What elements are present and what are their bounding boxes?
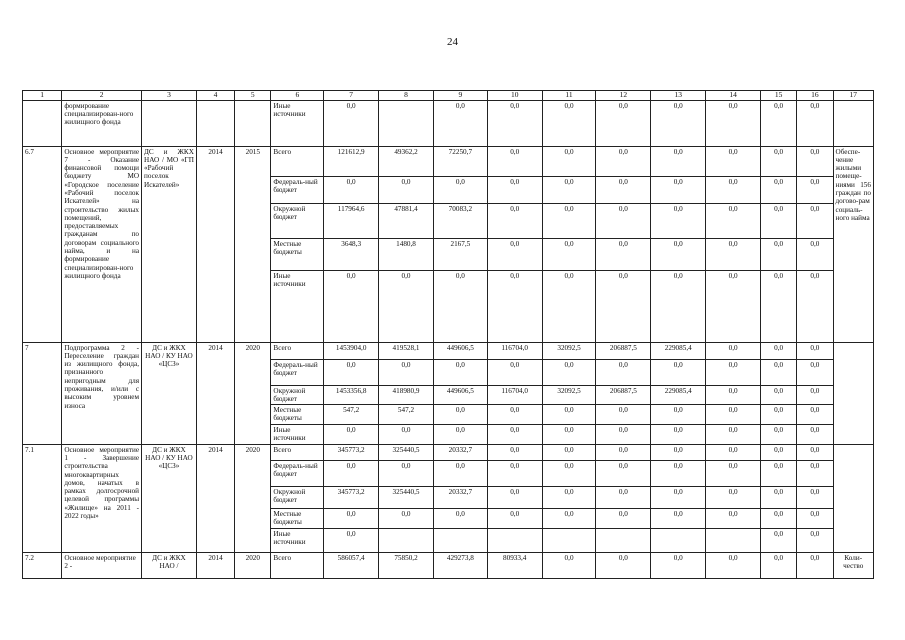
table-cell: 75850,2 bbox=[379, 552, 434, 578]
table-cell: 0,0 bbox=[761, 238, 797, 270]
table-cell bbox=[706, 528, 761, 552]
table-cell: 229085,4 bbox=[651, 385, 706, 405]
table-row bbox=[23, 552, 874, 578]
table-cell: 0,0 bbox=[542, 238, 596, 270]
table-cell: 0,0 bbox=[761, 146, 797, 176]
table-cell: 20332,7 bbox=[433, 444, 487, 460]
table-cell: 2014 bbox=[196, 342, 234, 444]
table-cell: 0,0 bbox=[433, 359, 487, 385]
table-cell: 0,0 bbox=[487, 359, 542, 385]
table-cell: 0,0 bbox=[433, 100, 487, 146]
table-cell: 2020 bbox=[235, 552, 271, 578]
table-cell: 117964,6 bbox=[324, 203, 379, 238]
table-cell: 0,0 bbox=[542, 270, 596, 342]
column-number-9: 9 bbox=[433, 91, 487, 101]
table-cell: 0,0 bbox=[797, 270, 833, 342]
table-cell: 0,0 bbox=[706, 405, 761, 425]
table-cell: Иные источники bbox=[271, 100, 324, 146]
table-cell: 0,0 bbox=[706, 385, 761, 405]
table-cell bbox=[651, 528, 706, 552]
column-number-3: 3 bbox=[142, 91, 197, 101]
table-cell: 0,0 bbox=[487, 146, 542, 176]
table-cell: 0,0 bbox=[379, 359, 434, 385]
table-cell: 0,0 bbox=[651, 405, 706, 425]
table-cell: 0,0 bbox=[761, 385, 797, 405]
table-cell: 0,0 bbox=[433, 508, 487, 528]
table-cell: 0,0 bbox=[379, 176, 434, 203]
table-cell: 7 bbox=[23, 342, 62, 444]
table-cell: 2014 bbox=[196, 444, 234, 552]
table-cell bbox=[379, 528, 434, 552]
table-cell: 547,2 bbox=[379, 405, 434, 425]
table-cell: 0,0 bbox=[542, 444, 596, 460]
table-cell bbox=[379, 100, 434, 146]
table-cell: 0,0 bbox=[596, 486, 651, 508]
table-cell: 0,0 bbox=[379, 508, 434, 528]
table-cell: ДС и ЖКХ НАО / КУ НАО «ЦСЗ» bbox=[142, 444, 197, 552]
table-cell: 0,0 bbox=[596, 359, 651, 385]
table-cell: 0,0 bbox=[487, 460, 542, 486]
table-cell: 0,0 bbox=[324, 100, 379, 146]
table-cell: Основное мероприятие 2 - bbox=[62, 552, 142, 578]
table-cell: 0,0 bbox=[596, 460, 651, 486]
table-cell: 0,0 bbox=[761, 342, 797, 359]
table-cell: ДС и ЖКХ НАО / МО «ГП «Рабочий поселок Искателей» bbox=[142, 146, 197, 342]
table-cell: Иные источники bbox=[271, 425, 324, 445]
table-cell: 0,0 bbox=[797, 146, 833, 176]
table-cell: 547,2 bbox=[324, 405, 379, 425]
table-cell bbox=[433, 528, 487, 552]
table-cell: 0,0 bbox=[651, 176, 706, 203]
table-cell: 0,0 bbox=[487, 486, 542, 508]
table-cell bbox=[23, 100, 62, 146]
table-cell: 0,0 bbox=[433, 405, 487, 425]
table-cell: 70083,2 bbox=[433, 203, 487, 238]
table-cell: 0,0 bbox=[797, 552, 833, 578]
column-number-7: 7 bbox=[324, 91, 379, 101]
table-cell: 0,0 bbox=[487, 508, 542, 528]
table-cell: 0,0 bbox=[487, 176, 542, 203]
table-cell: 0,0 bbox=[706, 238, 761, 270]
column-number-10: 10 bbox=[487, 91, 542, 101]
table-cell: 0,0 bbox=[651, 203, 706, 238]
table-cell: 0,0 bbox=[596, 100, 651, 146]
column-number-15: 15 bbox=[761, 91, 797, 101]
table-cell: 2014 bbox=[196, 552, 234, 578]
table-cell: 80933,4 bbox=[487, 552, 542, 578]
table-cell: Иные источники bbox=[271, 270, 324, 342]
table-cell: 0,0 bbox=[596, 146, 651, 176]
table-cell: 0,0 bbox=[797, 486, 833, 508]
table-cell: 0,0 bbox=[542, 146, 596, 176]
table-cell: 449606,5 bbox=[433, 385, 487, 405]
table-cell: 0,0 bbox=[706, 552, 761, 578]
table-cell: Окружной бюджет bbox=[271, 385, 324, 405]
column-number-12: 12 bbox=[596, 91, 651, 101]
table-cell: 0,0 bbox=[651, 100, 706, 146]
column-number-5: 5 bbox=[235, 91, 271, 101]
table-row bbox=[23, 100, 874, 146]
table-cell: 0,0 bbox=[797, 385, 833, 405]
table-cell: ДС и ЖКХ НАО / bbox=[142, 552, 197, 578]
table-cell: 0,0 bbox=[433, 176, 487, 203]
table-cell: 0,0 bbox=[706, 508, 761, 528]
table-cell: Всего bbox=[271, 146, 324, 176]
table-cell: 0,0 bbox=[651, 444, 706, 460]
table-cell: 47881,4 bbox=[379, 203, 434, 238]
column-number-13: 13 bbox=[651, 91, 706, 101]
table-cell: 1453904,0 bbox=[324, 342, 379, 359]
table-cell: 0,0 bbox=[487, 100, 542, 146]
table-cell: 7.1 bbox=[23, 444, 62, 552]
table-cell: 0,0 bbox=[761, 460, 797, 486]
table-cell: 0,0 bbox=[797, 444, 833, 460]
table-cell: 206887,5 bbox=[596, 385, 651, 405]
table-cell: 0,0 bbox=[542, 100, 596, 146]
table-cell bbox=[542, 528, 596, 552]
table-cell bbox=[196, 100, 234, 146]
table-cell: 0,0 bbox=[324, 460, 379, 486]
table-cell: 0,0 bbox=[596, 203, 651, 238]
table-cell: 32092,5 bbox=[542, 385, 596, 405]
table-cell: 0,0 bbox=[706, 203, 761, 238]
table-cell: 6.7 bbox=[23, 146, 62, 342]
table-cell: 418980,9 bbox=[379, 385, 434, 405]
table-cell: 0,0 bbox=[761, 359, 797, 385]
table-row bbox=[23, 146, 874, 176]
table-cell: 0,0 bbox=[596, 238, 651, 270]
table-cell: 0,0 bbox=[596, 444, 651, 460]
table-cell: 0,0 bbox=[542, 359, 596, 385]
table-cell: 0,0 bbox=[761, 176, 797, 203]
table-cell: 0,0 bbox=[651, 508, 706, 528]
table-cell: 7.2 bbox=[23, 552, 62, 578]
table-cell: 325440,5 bbox=[379, 486, 434, 508]
table-cell: 345773,2 bbox=[324, 444, 379, 460]
table-cell: 49362,2 bbox=[379, 146, 434, 176]
table-cell: Подпрограмма 2 - Переселение граждан из жилищного фонда, признанного непригодным для проживания, и/или с высоким уровнем износа bbox=[62, 342, 142, 444]
table-cell: 0,0 bbox=[433, 425, 487, 445]
page-number: 24 bbox=[447, 36, 458, 48]
table-cell: ДС и ЖКХ НАО / КУ НАО «ЦСЗ» bbox=[142, 342, 197, 444]
table-cell: 0,0 bbox=[596, 552, 651, 578]
table-cell: 0,0 bbox=[379, 425, 434, 445]
table-cell: 0,0 bbox=[596, 176, 651, 203]
table-cell: 419528,1 bbox=[379, 342, 434, 359]
table-cell: 0,0 bbox=[651, 238, 706, 270]
table-cell: Местные бюджеты bbox=[271, 405, 324, 425]
table-cell: 0,0 bbox=[324, 528, 379, 552]
table-cell: 0,0 bbox=[797, 342, 833, 359]
table-cell: 0,0 bbox=[797, 508, 833, 528]
table-cell: 449606,5 bbox=[433, 342, 487, 359]
table-cell bbox=[833, 444, 874, 552]
table-cell: 0,0 bbox=[761, 425, 797, 445]
table-cell: 1480,8 bbox=[379, 238, 434, 270]
table-cell: 586057,4 bbox=[324, 552, 379, 578]
table-cell: 0,0 bbox=[324, 176, 379, 203]
table-cell: 0,0 bbox=[596, 425, 651, 445]
table-cell: 0,0 bbox=[797, 203, 833, 238]
table-cell: 0,0 bbox=[487, 238, 542, 270]
table-cell: 429273,8 bbox=[433, 552, 487, 578]
table-cell: Всего bbox=[271, 444, 324, 460]
table-cell: 0,0 bbox=[596, 508, 651, 528]
table-cell: 116704,0 bbox=[487, 342, 542, 359]
column-number-2: 2 bbox=[62, 91, 142, 101]
table-cell: 0,0 bbox=[761, 508, 797, 528]
table-cell: 121612,9 bbox=[324, 146, 379, 176]
table-cell: 0,0 bbox=[651, 359, 706, 385]
table-cell: 0,0 bbox=[651, 486, 706, 508]
table-cell: 116704,0 bbox=[487, 385, 542, 405]
table-cell: Федераль-ный бюджет bbox=[271, 460, 324, 486]
table-cell: 0,0 bbox=[797, 405, 833, 425]
table-cell: 1453356,8 bbox=[324, 385, 379, 405]
table-cell: 0,0 bbox=[651, 425, 706, 445]
table-cell: 0,0 bbox=[761, 270, 797, 342]
table-cell: 206887,5 bbox=[596, 342, 651, 359]
table-cell: 2014 bbox=[196, 146, 234, 342]
table-cell: 0,0 bbox=[651, 460, 706, 486]
table-cell: 0,0 bbox=[542, 460, 596, 486]
table-cell: 0,0 bbox=[706, 270, 761, 342]
table-cell: Окружной бюджет bbox=[271, 203, 324, 238]
table-cell: 0,0 bbox=[706, 100, 761, 146]
column-number-1: 1 bbox=[23, 91, 62, 101]
table-cell: 2015 bbox=[235, 146, 271, 342]
table-cell: 0,0 bbox=[761, 405, 797, 425]
table-cell: 0,0 bbox=[797, 100, 833, 146]
table-row bbox=[23, 444, 874, 460]
table-cell: 0,0 bbox=[651, 270, 706, 342]
table-cell: 0,0 bbox=[651, 552, 706, 578]
table-cell: 0,0 bbox=[542, 486, 596, 508]
table-cell: 0,0 bbox=[433, 270, 487, 342]
table-cell: 0,0 bbox=[761, 100, 797, 146]
table-cell: 0,0 bbox=[542, 176, 596, 203]
table-cell: 2020 bbox=[235, 444, 271, 552]
table-cell: 0,0 bbox=[706, 176, 761, 203]
table-cell: 0,0 bbox=[542, 552, 596, 578]
table-cell: 0,0 bbox=[706, 444, 761, 460]
table-cell: 0,0 bbox=[761, 552, 797, 578]
table-cell: Всего bbox=[271, 552, 324, 578]
table-cell: 0,0 bbox=[706, 146, 761, 176]
table-cell: 0,0 bbox=[706, 460, 761, 486]
table-cell: 0,0 bbox=[542, 203, 596, 238]
table-cell: Обеспе-чение жилыми помеще-ниями 156 граждан по догово-рам социаль-ного найма bbox=[833, 146, 874, 342]
table-cell: Местные бюджеты bbox=[271, 508, 324, 528]
table-cell: Федераль-ный бюджет bbox=[271, 359, 324, 385]
table-cell: 0,0 bbox=[379, 270, 434, 342]
table-cell: 0,0 bbox=[542, 508, 596, 528]
table-cell: 0,0 bbox=[596, 405, 651, 425]
table-cell: Всего bbox=[271, 342, 324, 359]
column-number-row bbox=[23, 91, 874, 101]
table-cell: 0,0 bbox=[797, 176, 833, 203]
table-cell: 0,0 bbox=[651, 146, 706, 176]
table-cell: 2020 bbox=[235, 342, 271, 444]
table-cell: 0,0 bbox=[324, 425, 379, 445]
table-cell: 0,0 bbox=[324, 359, 379, 385]
table-cell: 0,0 bbox=[433, 460, 487, 486]
table-cell bbox=[487, 528, 542, 552]
table-cell: 2167,5 bbox=[433, 238, 487, 270]
table-cell: 0,0 bbox=[379, 460, 434, 486]
table-cell: Федераль-ный бюджет bbox=[271, 176, 324, 203]
table-cell: Основное мероприятие 1 - Завершение строительства многоквартирных домов, начатых в рамках долгосрочной целевой программы «Жилище» на 2011 - 2022 годы» bbox=[62, 444, 142, 552]
column-number-16: 16 bbox=[797, 91, 833, 101]
table-cell: 0,0 bbox=[706, 425, 761, 445]
table-cell: 0,0 bbox=[487, 444, 542, 460]
table-cell: Основное мероприятие 7 - Оказание финансовой помощи бюджету МО «Городское поселение «Рабочий поселок Искателей» на строительство жилых помещений, предоставляемых гражданам по договорам социального найма, и на формирование специализирован-ного жилищного фонда bbox=[62, 146, 142, 342]
table-cell: 0,0 bbox=[797, 460, 833, 486]
table-cell: 20332,7 bbox=[433, 486, 487, 508]
column-number-17: 17 bbox=[833, 91, 874, 101]
table-cell: 0,0 bbox=[542, 425, 596, 445]
table-body bbox=[23, 91, 874, 579]
table-cell: 0,0 bbox=[761, 444, 797, 460]
table-cell: 0,0 bbox=[797, 359, 833, 385]
table-cell: 325440,5 bbox=[379, 444, 434, 460]
table-cell: формирование специализирован-ного жилищного фонда bbox=[62, 100, 142, 146]
table-cell: 0,0 bbox=[706, 359, 761, 385]
table-cell: 0,0 bbox=[761, 203, 797, 238]
table-cell: 0,0 bbox=[324, 270, 379, 342]
table-cell: 229085,4 bbox=[651, 342, 706, 359]
table-cell: Местные бюджеты bbox=[271, 238, 324, 270]
table-cell bbox=[235, 100, 271, 146]
table-cell: 32092,5 bbox=[542, 342, 596, 359]
table-cell: 0,0 bbox=[487, 405, 542, 425]
table-cell bbox=[833, 342, 874, 444]
table-cell: 0,0 bbox=[761, 528, 797, 552]
table-cell: 0,0 bbox=[487, 203, 542, 238]
table-cell: 3648,3 bbox=[324, 238, 379, 270]
table-cell: Окружной бюджет bbox=[271, 486, 324, 508]
table-cell: Коли-чество bbox=[833, 552, 874, 578]
table-row bbox=[23, 342, 874, 359]
table-cell: 0,0 bbox=[797, 425, 833, 445]
column-number-6: 6 bbox=[271, 91, 324, 101]
table-cell: 0,0 bbox=[487, 270, 542, 342]
column-number-4: 4 bbox=[196, 91, 234, 101]
table-cell: 0,0 bbox=[797, 238, 833, 270]
table-cell: 0,0 bbox=[596, 270, 651, 342]
table-cell: Иные источники bbox=[271, 528, 324, 552]
column-number-11: 11 bbox=[542, 91, 596, 101]
table-cell: 0,0 bbox=[706, 342, 761, 359]
table-cell bbox=[596, 528, 651, 552]
table-cell: 0,0 bbox=[706, 486, 761, 508]
column-number-14: 14 bbox=[706, 91, 761, 101]
table-cell: 0,0 bbox=[797, 528, 833, 552]
table-cell: 0,0 bbox=[542, 405, 596, 425]
column-number-8: 8 bbox=[379, 91, 434, 101]
table-cell: 0,0 bbox=[324, 508, 379, 528]
table-cell: 0,0 bbox=[761, 486, 797, 508]
table-cell bbox=[833, 100, 874, 146]
table-cell: 345773,2 bbox=[324, 486, 379, 508]
table-cell: 0,0 bbox=[487, 425, 542, 445]
budget-table bbox=[22, 90, 874, 579]
table-cell: 72250,7 bbox=[433, 146, 487, 176]
table-cell bbox=[142, 100, 197, 146]
